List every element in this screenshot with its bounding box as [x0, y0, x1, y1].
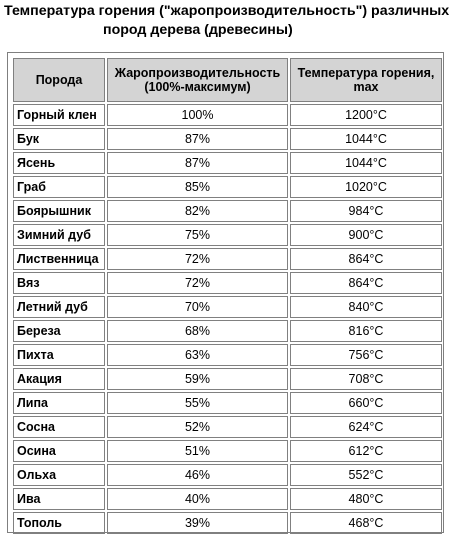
heat-output-cell: 40%	[107, 488, 288, 510]
table-row	[13, 296, 442, 318]
burn-temperature-cell: 1044°C	[290, 128, 442, 150]
heat-output-cell: 39%	[107, 512, 288, 534]
wood-table-container	[7, 52, 444, 533]
table-row	[13, 368, 442, 390]
burn-temperature-cell: 864°C	[290, 272, 442, 294]
table-row	[13, 224, 442, 246]
table-row	[13, 272, 442, 294]
table-row	[13, 152, 442, 174]
heat-output-cell: 75%	[107, 224, 288, 246]
species-cell: Летний дуб	[13, 296, 105, 318]
heat-output-cell: 68%	[107, 320, 288, 342]
title-line-2: пород дерева (древесины)	[103, 22, 293, 38]
burn-temperature-cell: 624°C	[290, 416, 442, 438]
table-row	[13, 392, 442, 414]
heat-output-cell: 87%	[107, 152, 288, 174]
table-row	[13, 344, 442, 366]
species-cell: Акация	[13, 368, 105, 390]
heat-output-cell: 82%	[107, 200, 288, 222]
species-cell: Липа	[13, 392, 105, 414]
heat-output-cell: 70%	[107, 296, 288, 318]
burn-temperature-cell: 864°C	[290, 248, 442, 270]
table-row	[13, 248, 442, 270]
species-cell: Береза	[13, 320, 105, 342]
heat-output-cell: 87%	[107, 128, 288, 150]
species-cell: Сосна	[13, 416, 105, 438]
table-row	[13, 104, 442, 126]
burn-temperature-cell: 660°C	[290, 392, 442, 414]
species-cell: Зимний дуб	[13, 224, 105, 246]
heat-output-cell: 52%	[107, 416, 288, 438]
burn-temperature-cell: 900°C	[290, 224, 442, 246]
species-cell: Вяз	[13, 272, 105, 294]
heat-output-cell: 46%	[107, 464, 288, 486]
species-cell: Пихта	[13, 344, 105, 366]
header-burn-temperature: Температура горения, max	[290, 58, 442, 102]
table-row	[13, 416, 442, 438]
table-row	[13, 464, 442, 486]
species-cell: Граб	[13, 176, 105, 198]
page-title	[4, 2, 449, 40]
header-species: Порода	[13, 58, 105, 102]
table-body	[13, 104, 442, 534]
table-row	[13, 176, 442, 198]
species-cell: Ива	[13, 488, 105, 510]
species-cell: Ольха	[13, 464, 105, 486]
heat-output-cell: 63%	[107, 344, 288, 366]
species-cell: Ясень	[13, 152, 105, 174]
species-cell: Бук	[13, 128, 105, 150]
header-heat-output: Жаропроизводительность (100%-максимум)	[107, 58, 288, 102]
burn-temperature-cell: 612°C	[290, 440, 442, 462]
burn-temperature-cell: 840°C	[290, 296, 442, 318]
burn-temperature-cell: 1200°C	[290, 104, 442, 126]
heat-output-cell: 55%	[107, 392, 288, 414]
table-row	[13, 128, 442, 150]
title-line-1: Температура горения ("жаропроизводительность") различных	[4, 3, 449, 19]
heat-output-cell: 85%	[107, 176, 288, 198]
heat-output-cell: 51%	[107, 440, 288, 462]
species-cell: Горный клен	[13, 104, 105, 126]
heat-output-cell: 100%	[107, 104, 288, 126]
table-row	[13, 440, 442, 462]
heat-output-cell: 72%	[107, 248, 288, 270]
burn-temperature-cell: 480°C	[290, 488, 442, 510]
species-cell: Боярышник	[13, 200, 105, 222]
species-cell: Тополь	[13, 512, 105, 534]
heat-output-cell: 59%	[107, 368, 288, 390]
burn-temperature-cell: 468°C	[290, 512, 442, 534]
burn-temperature-cell: 756°C	[290, 344, 442, 366]
table-row	[13, 200, 442, 222]
wood-burning-table	[11, 56, 444, 536]
burn-temperature-cell: 816°C	[290, 320, 442, 342]
species-cell: Лиственница	[13, 248, 105, 270]
table-row	[13, 512, 442, 534]
burn-temperature-cell: 1044°C	[290, 152, 442, 174]
table-row	[13, 488, 442, 510]
burn-temperature-cell: 1020°C	[290, 176, 442, 198]
burn-temperature-cell: 552°C	[290, 464, 442, 486]
burn-temperature-cell: 984°C	[290, 200, 442, 222]
burn-temperature-cell: 708°C	[290, 368, 442, 390]
heat-output-cell: 72%	[107, 272, 288, 294]
species-cell: Осина	[13, 440, 105, 462]
table-row	[13, 320, 442, 342]
table-header-row	[13, 58, 442, 102]
